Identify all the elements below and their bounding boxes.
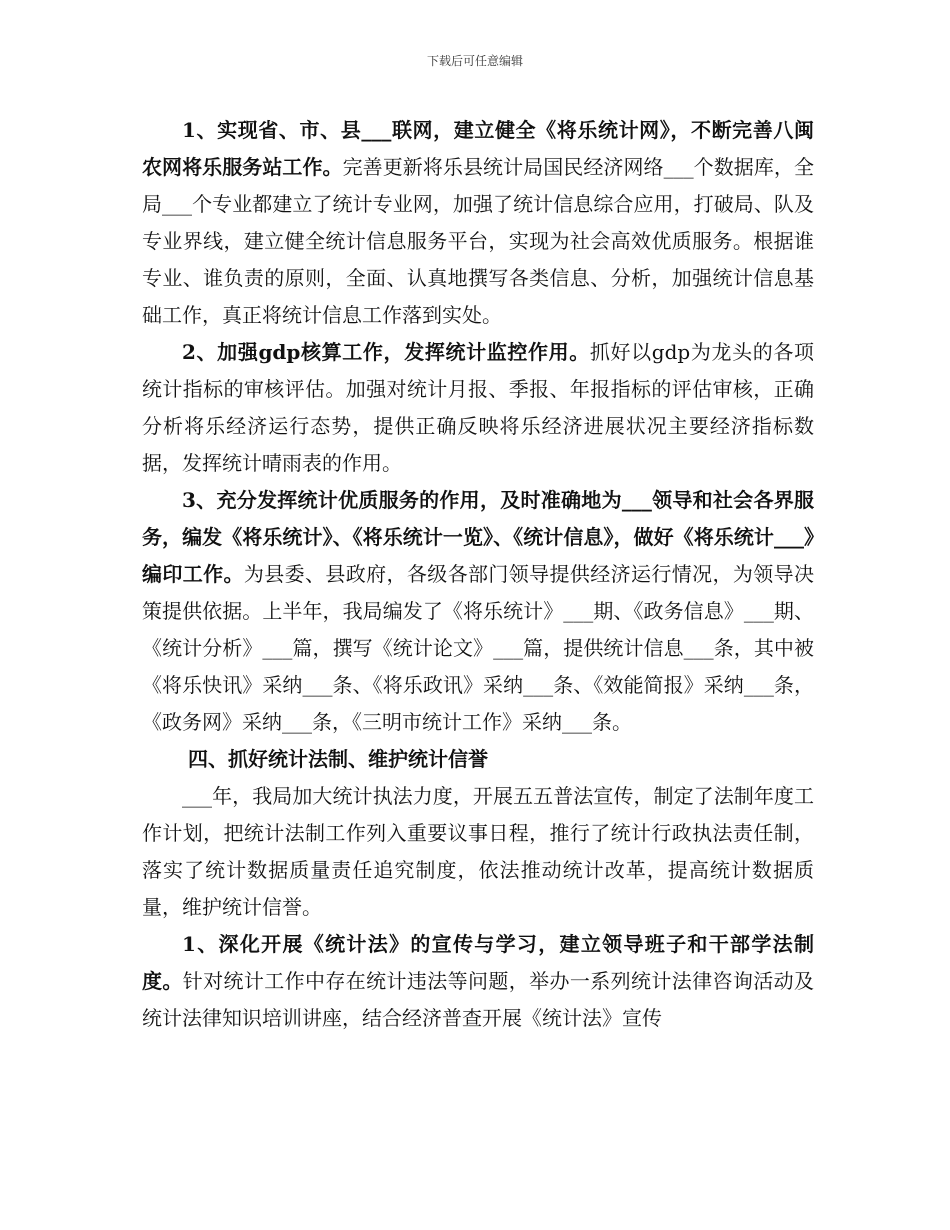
paragraph-2	[142, 334, 814, 482]
paragraph-1-lead: 1、实现省、市、县___联网，建立健全《将乐统计网》，不断完善八闽农网将乐服务站工作。	[142, 118, 814, 179]
paragraph-5-body: ___年，我局加大统计执法力度，开展五五普法宣传，制定了法制年度工作计划，把统计法制工作列入重要议事日程，推行了统计行政执法责任制，落实了统计数据质量责任追究制度，依法推动统计改革，提高统计数据质量，维护统计信誉。	[142, 784, 814, 919]
document-body	[142, 112, 814, 1037]
paragraph-2-lead: 2、加强gdp核算工作，发挥统计监控作用。	[182, 340, 590, 364]
paragraph-5	[142, 778, 814, 926]
paragraph-1-body: 完善更新将乐县统计局国民经济网络___个数据库，全局___个专业都建立了统计专业网，加强了统计信息综合应用，打破局、队及专业界线，建立健全统计信息服务平台，实现为社会高效优质服务。根据谁专业、谁负责的原则，全面、认真地撰写各类信息、分析，加强统计信息基础工作，真正将统计信息工作落到实处。	[142, 155, 814, 327]
paragraph-6-lead: 1、深化开展《统计法》的宣传与学习，建立领导班子和干部学法制度。	[142, 932, 814, 993]
paragraph-3	[142, 482, 814, 741]
paragraph-2-body: 抓好以gdp为龙头的各项统计指标的审核评估。加强对统计月报、季报、年报指标的评估审核，正确分析将乐经济运行态势，提供正确反映将乐经济进展状况主要经济指标数据，发挥统计晴雨表的作用。	[142, 340, 814, 475]
page-header: 下载后可任意编辑	[426, 54, 523, 68]
paragraph-3-lead: 3、充分发挥统计优质服务的作用，及时准确地为___领导和社会各界服务，编发《将乐统计》、《将乐统计一览》、《统计信息》，做好《将乐统计___》编印工作。	[142, 488, 814, 586]
paragraph-3-body: 为县委、县政府，各级各部门领导提供经济运行情况，为领导决策提供依据。上半年，我局编发了《将乐统计》___期、《政务信息》___期、《统计分析》___篇，撰写《统计论文》___篇，提供统计信息___条，其中被《将乐快讯》采纳___条、《将乐政讯》采纳___条、《效能简报》采纳___条，《政务网》采纳___条，《三明市统计工作》采纳___条。	[142, 562, 814, 734]
section-heading: 四、抓好统计法制、维护统计信誉	[188, 747, 488, 771]
paragraph-1	[142, 112, 814, 334]
paragraph-6	[142, 926, 814, 1037]
paragraph-6-body: 针对统计工作中存在统计违法等问题，举办一系列统计法律咨询活动及统计法律知识培训讲座，结合经济普查开展《统计法》宣传	[142, 969, 814, 1030]
